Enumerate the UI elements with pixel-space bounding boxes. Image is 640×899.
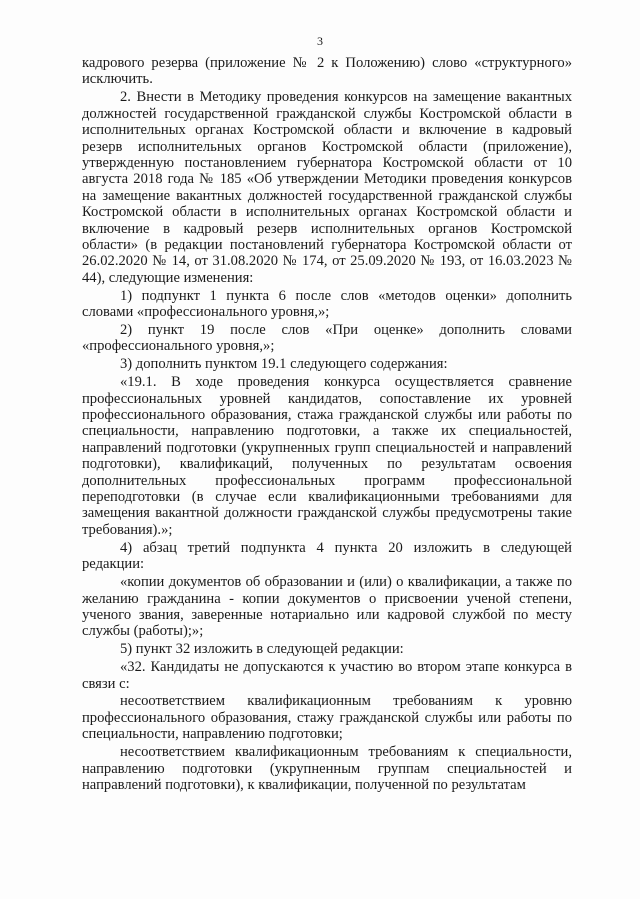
paragraph: 1) подпункт 1 пункта 6 после слов «методов оценки» дополнить словами «профессионального уровня,»;	[82, 287, 572, 321]
paragraph: 5) пункт 32 изложить в следующей редакции:	[120, 641, 404, 658]
paragraph: «32. Кандидаты не допускаются к участию во втором этапе конкурса в связи с:	[82, 659, 572, 692]
page-number: 3	[317, 34, 323, 48]
paragraph: 2) пункт 19 после слов «При оценке» дополнить словами «профессионального уровня,»;	[82, 322, 572, 355]
document-body	[82, 55, 572, 795]
paragraph: 2. Внести в Методику проведения конкурсов на замещение вакантных должностей государственной гражданской службы Костромской области в исполнительных органах Костромской области и включение в кадровый резерв исполнительных органов Костромской области (приложение), утвержденную постановлением губернатора Костромской области от 10 августа 2018 года № 185 «Об утверждении Методики проведения конкурсов на замещение вакантных должностей государственной гражданской службы Костромской области в исполнительных органах Костромской области и включение в кадровый резерв исполнительных органов Костромской области» (в редакции постановлений губернатора Костромской области от 26.02.2020 № 14, от 31.08.2020 № 174, от 25.09.2020 № 193, от 16.03.2023 № 44), следующие изменения:	[82, 89, 572, 286]
paragraph: «19.1. В ходе проведения конкурса осуществляется сравнение профессиональных уровней кандидатов, сопоставление их уровней профессионального образования, стажа гражданской службы или работы по специальности, направлению подготовки, а также их специальностей, направлений подготовки (укрупненных групп специальностей и направлений подготовки), квалификаций, полученных по результатам освоения дополнительных профессиональных программ профессиональной переподготовки (в случае если квалификационными требованиями для замещения вакантной должности гражданской службы предусмотрены такие требования).»;	[82, 374, 572, 538]
paragraph: кадрового резерва (приложение № 2 к Положению) слово «структурного» исключить.	[82, 55, 572, 88]
paragraph: несоответствием квалификационным требованиям к уровню профессионального образования, стажу гражданской службы или работы по специальности, направлению подготовки;	[82, 693, 572, 743]
paragraph: 3) дополнить пунктом 19.1 следующего содержания:	[120, 356, 448, 373]
paragraph: «копии документов об образовании и (или) о квалификации, а также по желанию гражданина - копии документов о присвоении ученой степени, ученого звания, заверенные нотариально или кадровой службой по месту службы (работы);»;	[82, 574, 572, 640]
paragraph: несоответствием квалификационным требованиям к специальности, направлению подготовки (укрупненным группам специальностей и направлений подготовки), к квалификации, полученной по результатам	[82, 744, 572, 793]
paragraph: 4) абзац третий подпункта 4 пункта 20 изложить в следующей редакции:	[82, 539, 572, 573]
